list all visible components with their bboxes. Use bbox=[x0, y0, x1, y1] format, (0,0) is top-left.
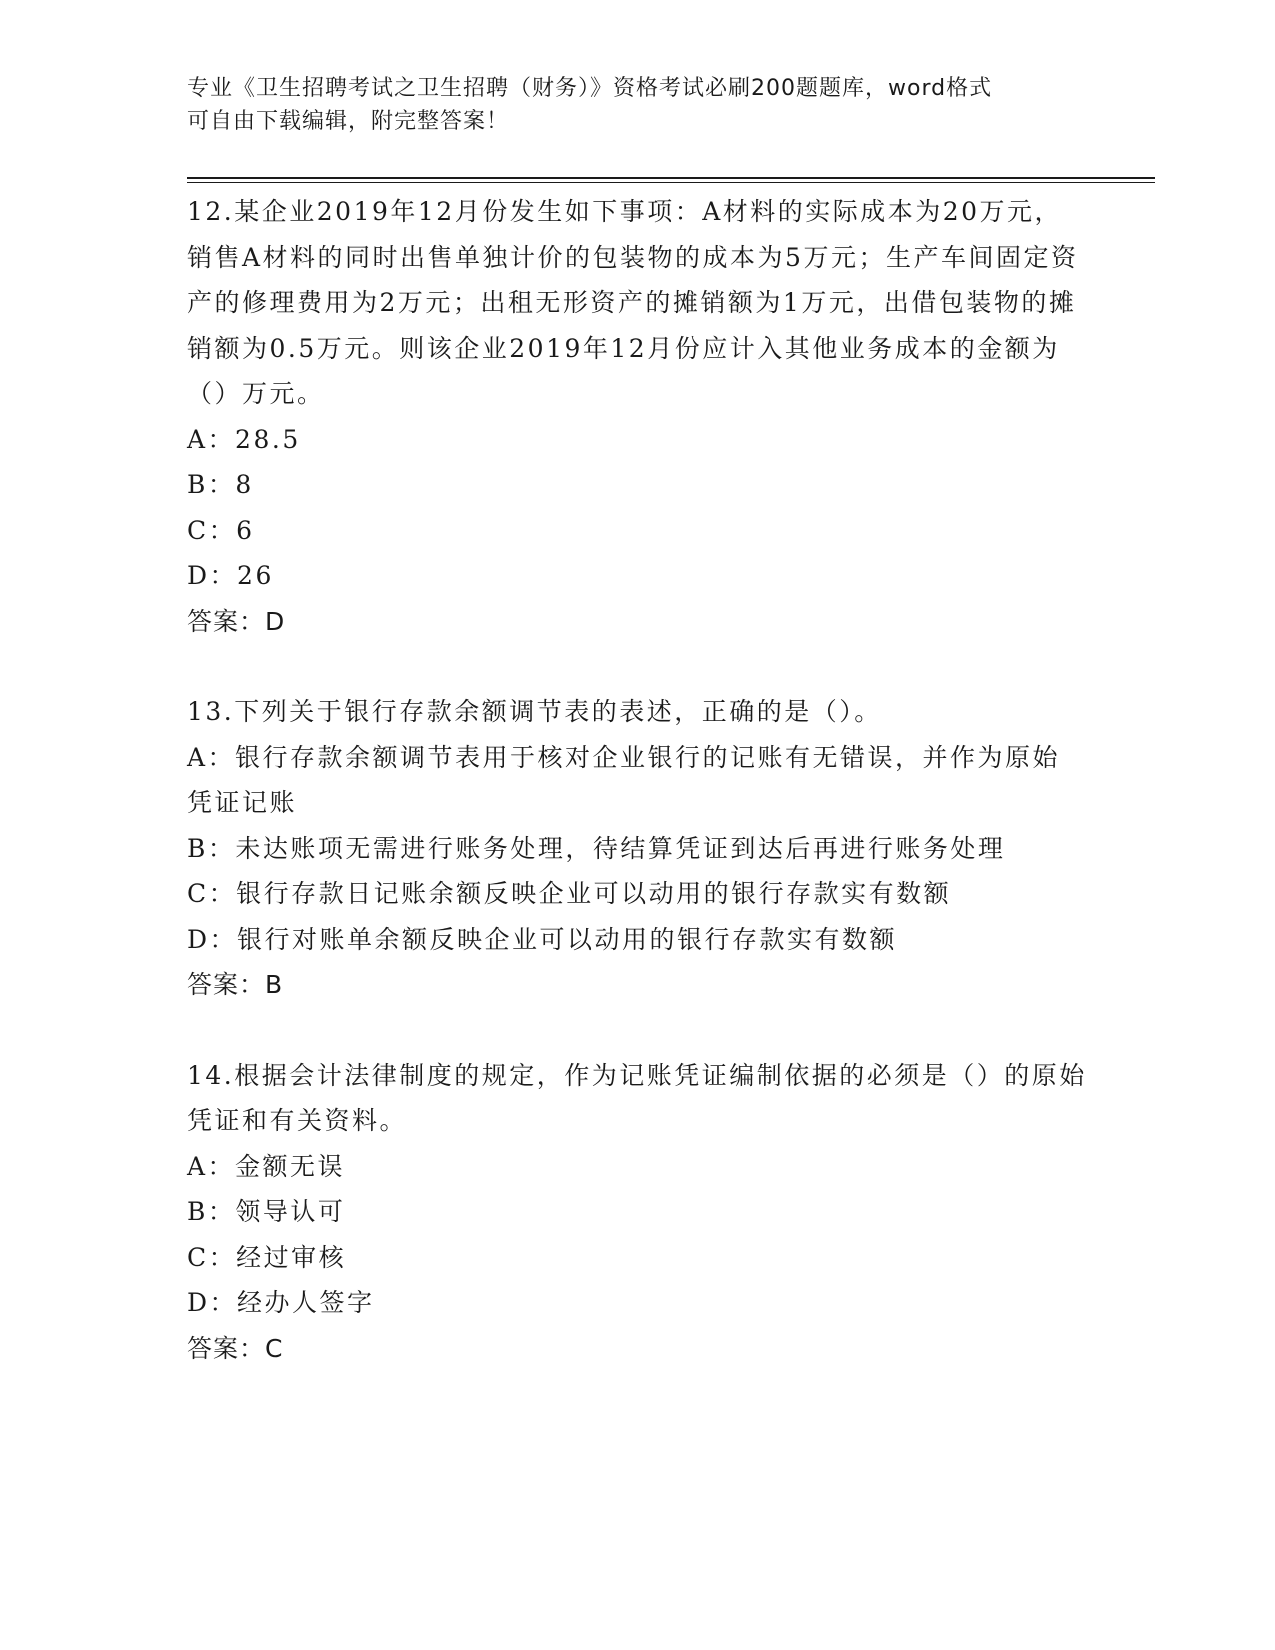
question-13 bbox=[187, 689, 1087, 1008]
option-d: D：银行对账单余额反映企业可以动用的银行存款实有数额 bbox=[187, 924, 898, 954]
question-12 bbox=[187, 189, 1087, 644]
question-spacer bbox=[187, 644, 1087, 689]
option-a: A：银行存款余额调节表用于核对企业银行的记账有无错误，并作为原始凭证记账 bbox=[187, 742, 1061, 817]
answer-label: 答案：B bbox=[187, 970, 284, 999]
option-c: C：经过审核 bbox=[187, 1242, 347, 1272]
option-b: B：未达账项无需进行账务处理，待结算凭证到达后再进行账务处理 bbox=[187, 833, 1006, 863]
option-a: A：28.5 bbox=[187, 424, 301, 454]
header-divider-thick bbox=[187, 177, 1155, 179]
option-c: C：6 bbox=[187, 515, 255, 545]
question-14 bbox=[187, 1053, 1087, 1372]
option-d: D：经办人签字 bbox=[187, 1288, 375, 1317]
question-spacer bbox=[187, 1008, 1087, 1053]
option-b: B：领导认可 bbox=[187, 1197, 346, 1226]
question-stem: 13.下列关于银行存款余额调节表的表述，正确的是（）。 bbox=[187, 697, 882, 726]
answer-label: 答案：C bbox=[187, 1333, 284, 1363]
header-line-1: 专业《卫生招聘考试之卫生招聘（财务）》资格考试必刷200题题库，word格式 bbox=[187, 76, 993, 101]
option-d: D：26 bbox=[187, 561, 274, 590]
option-c: C：银行存款日记账余额反映企业可以动用的银行存款实有数额 bbox=[187, 879, 952, 908]
question-stem: 12.某企业2019年12月份发生如下事项：A材料的实际成本为20万元，销售A材料的同时出售单独计价的包装物的成本为5万元；生产车间固定资产的修理费用为2万元；出租无形资产的摊销额为1万元，出借包装物的摊销额为0.5万元。则该企业2019年12月份应计入其他业务成本的金额为（）万元。 bbox=[187, 197, 1079, 408]
answer-label: 答案：D bbox=[187, 606, 286, 636]
header-line-2: 可自由下载编辑，附完整答案！ bbox=[187, 109, 510, 134]
header-divider-thin bbox=[187, 182, 1155, 183]
option-b: B：8 bbox=[187, 470, 254, 499]
document-header bbox=[187, 72, 1067, 138]
question-list bbox=[187, 189, 1087, 1371]
question-stem: 14.根据会计法律制度的规定，作为记账凭证编制依据的必须是（）的原始凭证和有关资料。 bbox=[187, 1060, 1087, 1135]
option-a: A：金额无误 bbox=[187, 1151, 346, 1181]
